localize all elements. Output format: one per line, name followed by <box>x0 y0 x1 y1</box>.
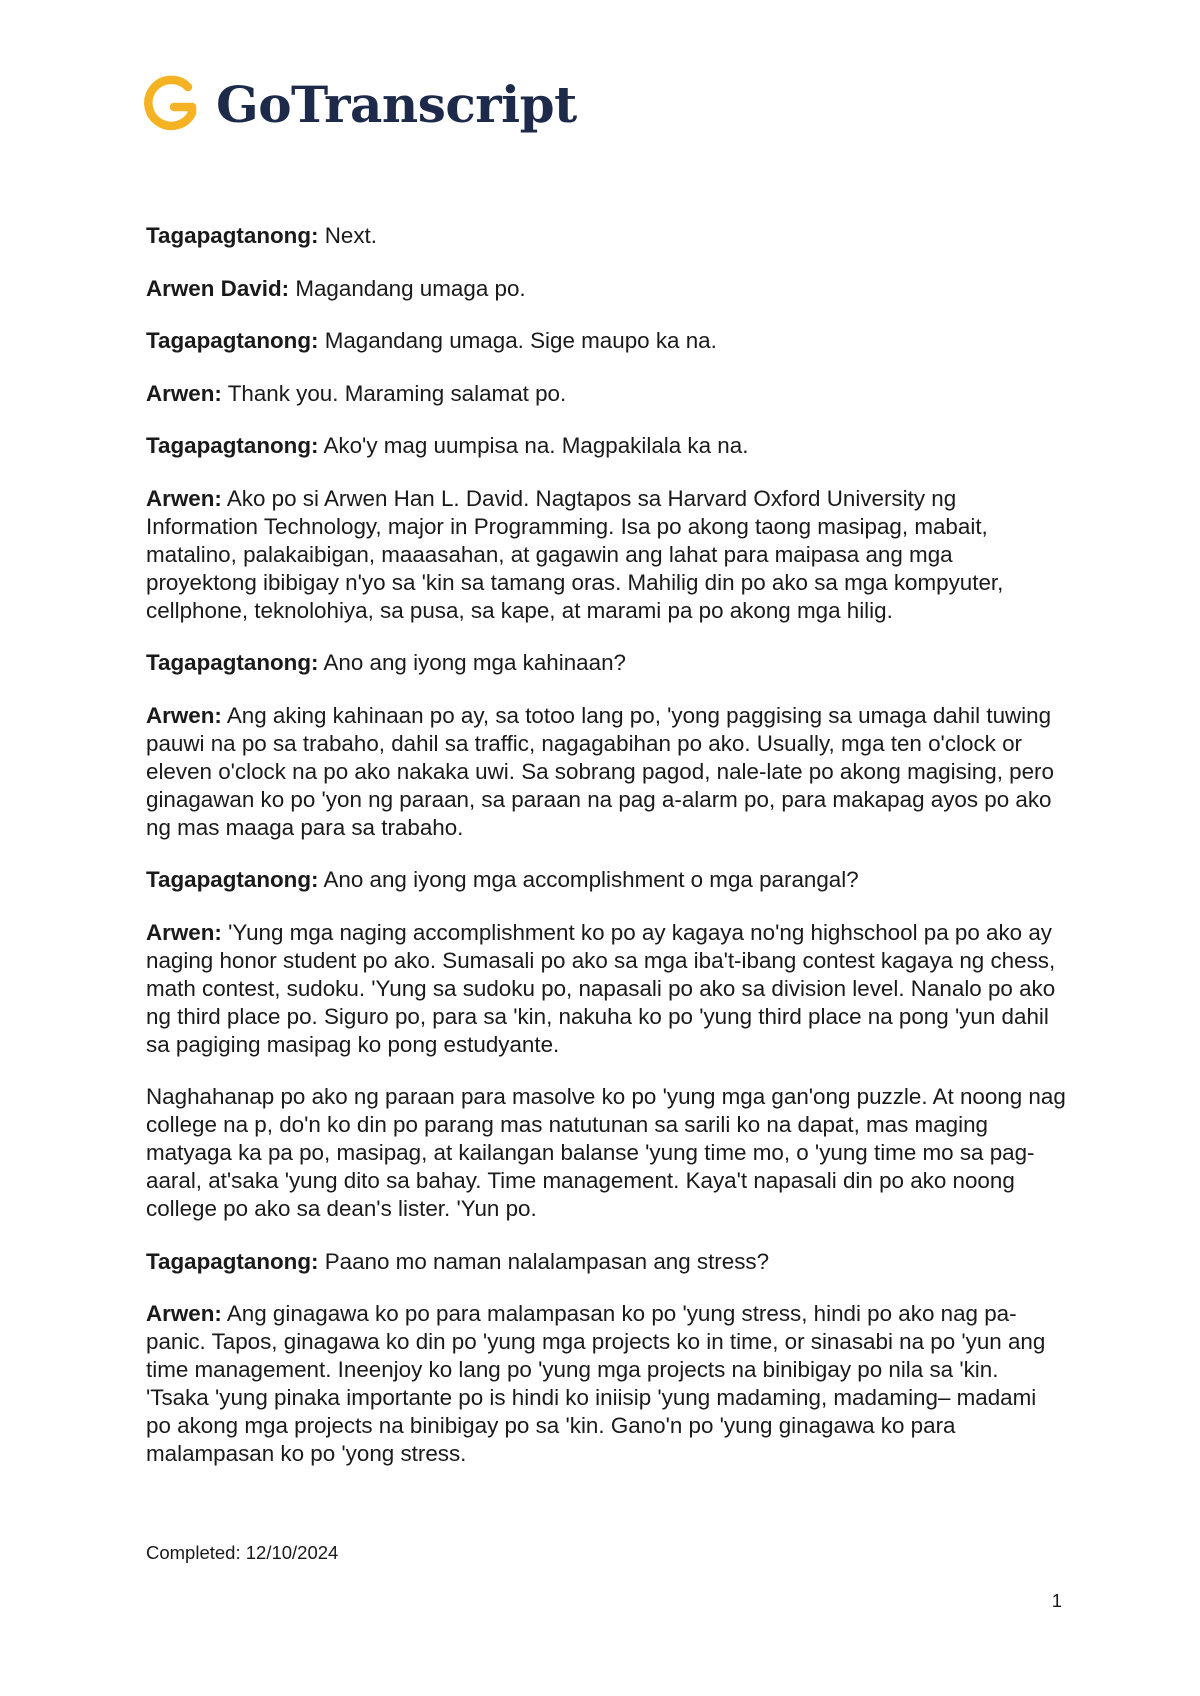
transcript-paragraph <box>146 919 1066 1059</box>
speaker-label: Arwen: <box>146 702 222 728</box>
transcript-paragraph <box>146 380 1066 408</box>
page-number: 1 <box>1051 1590 1062 1611</box>
transcript-paragraph <box>146 327 1066 355</box>
utterance-text: Ako po si Arwen Han L. David. Nagtapos sa Harvard Oxford University ng Information Technology, major in Programming. Isa po akong taong masipag, mabait, matalino, palakaibigan, maaasahan, at gagawin ang lahat para maipasa ang mga proyektong ibibigay n'yo sa 'kin sa tamang oras. Mahilig din po ako sa mga kompyuter, cellphone, teknolohiya, sa pusa, sa kape, at marami pa po akong mga hilig. <box>146 485 1004 623</box>
transcript-paragraph <box>146 702 1066 842</box>
transcript-paragraph <box>146 1248 1066 1276</box>
transcript-paragraph <box>146 275 1066 303</box>
transcript-body <box>146 222 1066 1493</box>
utterance-text: Magandang umaga. Sige maupo ka na. <box>318 328 717 353</box>
speaker-label: Tagapagtanong: <box>146 328 319 353</box>
transcript-paragraph <box>146 649 1066 677</box>
utterance-text: Ako'y mag uumpisa na. Magpakilala ka na. <box>318 433 749 458</box>
speaker-label: Tagapagtanong: <box>146 433 319 458</box>
utterance-text: Paano mo naman nalalampasan ang stress? <box>318 1248 770 1274</box>
utterance-text: 'Yung mga naging accomplishment ko po ay kagaya no'ng highschool pa po ako ay naging honor student po ako. Sumasali po ako sa mga iba't-ibang contest kagaya ng chess, math contest, sudoku. 'Yung sa sudoku po, napasali po ako sa division level. Nanalo po ako ng third place po. Siguro po, para sa 'kin, nakuha ko po 'yung third place na pong 'yun dahil sa pagiging masipag ko pong estudyante. <box>146 919 1056 1057</box>
utterance-text: Ano ang iyong mga accomplishment o mga parangal? <box>318 867 859 892</box>
transcript-paragraph <box>146 485 1066 625</box>
utterance-text: Naghahanap po ako ng paraan para masolve ko po 'yung mga gan'ong puzzle. At noong nag college na p, do'n ko din po parang mas natutunan sa sarili ko na dapat, mas maging matyaga ka pa po, masipag, at kailangan balanse 'yung time mo, o 'yung time mo sa pag-aaral, at'saka 'yung dito sa bahay. Time management. Kaya't napasali din po ako noong college po ako sa dean's lister. 'Yun po. <box>146 1084 1066 1221</box>
transcript-paragraph <box>146 1083 1066 1223</box>
transcript-paragraph <box>146 866 1066 894</box>
utterance-text: Ano ang iyong mga kahinaan? <box>318 650 626 675</box>
logo-text: GoTranscript <box>216 75 577 134</box>
speaker-label: Tagapagtanong: <box>146 867 319 892</box>
speaker-label: Tagapagtanong: <box>146 1248 319 1274</box>
speaker-label: Arwen: <box>146 485 222 511</box>
utterance-text: Next. <box>318 223 377 248</box>
speaker-label: Tagapagtanong: <box>146 223 319 248</box>
utterance-text: Magandang umaga po. <box>289 275 526 301</box>
gotranscript-logo <box>144 70 577 140</box>
utterance-text: Thank you. Maraming salamat po. <box>221 380 567 406</box>
speaker-label: Arwen David: <box>146 275 290 301</box>
transcript-paragraph <box>146 1300 1066 1468</box>
utterance-text: Ang aking kahinaan po ay, sa totoo lang po, 'yong paggising sa umaga dahil tuwing pauwi na po sa trabaho, dahil sa traffic, nagagabihan po ako. Usually, mga ten o'clock or eleven o'clock na po ako nakaka uwi. Sa sobrang pagod, nale-late po akong magising, pero ginagawan ko po 'yon ng paraan, sa paraan na pag a-alarm po, para makapag ayos po ako ng mas maaga para sa trabaho. <box>146 702 1054 840</box>
transcript-paragraph <box>146 222 1066 250</box>
speaker-label: Arwen: <box>146 380 222 406</box>
utterance-text: Ang ginagawa ko po para malampasan ko po 'yung stress, hindi po ako nag pa-panic. Tapos, ginagawa ko din po 'yung mga projects ko in time, or sinasabi na po 'yun ang time management. Ineenjoy ko lang po 'yung mga projects na binibigay po nila sa 'kin. 'Tsaka 'yung pinaka importante po is hindi ko iniisip 'yung madaming, madaming– madami po akong mga projects na binibigay po sa 'kin. Gano'n po 'yung ginagawa ko para malampasan ko po 'yong stress. <box>146 1301 1046 1466</box>
speaker-label: Arwen: <box>146 919 222 945</box>
completed-date: Completed: 12/10/2024 <box>146 1542 339 1563</box>
speaker-label: Arwen: <box>146 1301 222 1326</box>
speaker-label: Tagapagtanong: <box>146 650 319 675</box>
gotranscript-g-icon <box>144 75 200 135</box>
transcript-paragraph <box>146 432 1066 460</box>
